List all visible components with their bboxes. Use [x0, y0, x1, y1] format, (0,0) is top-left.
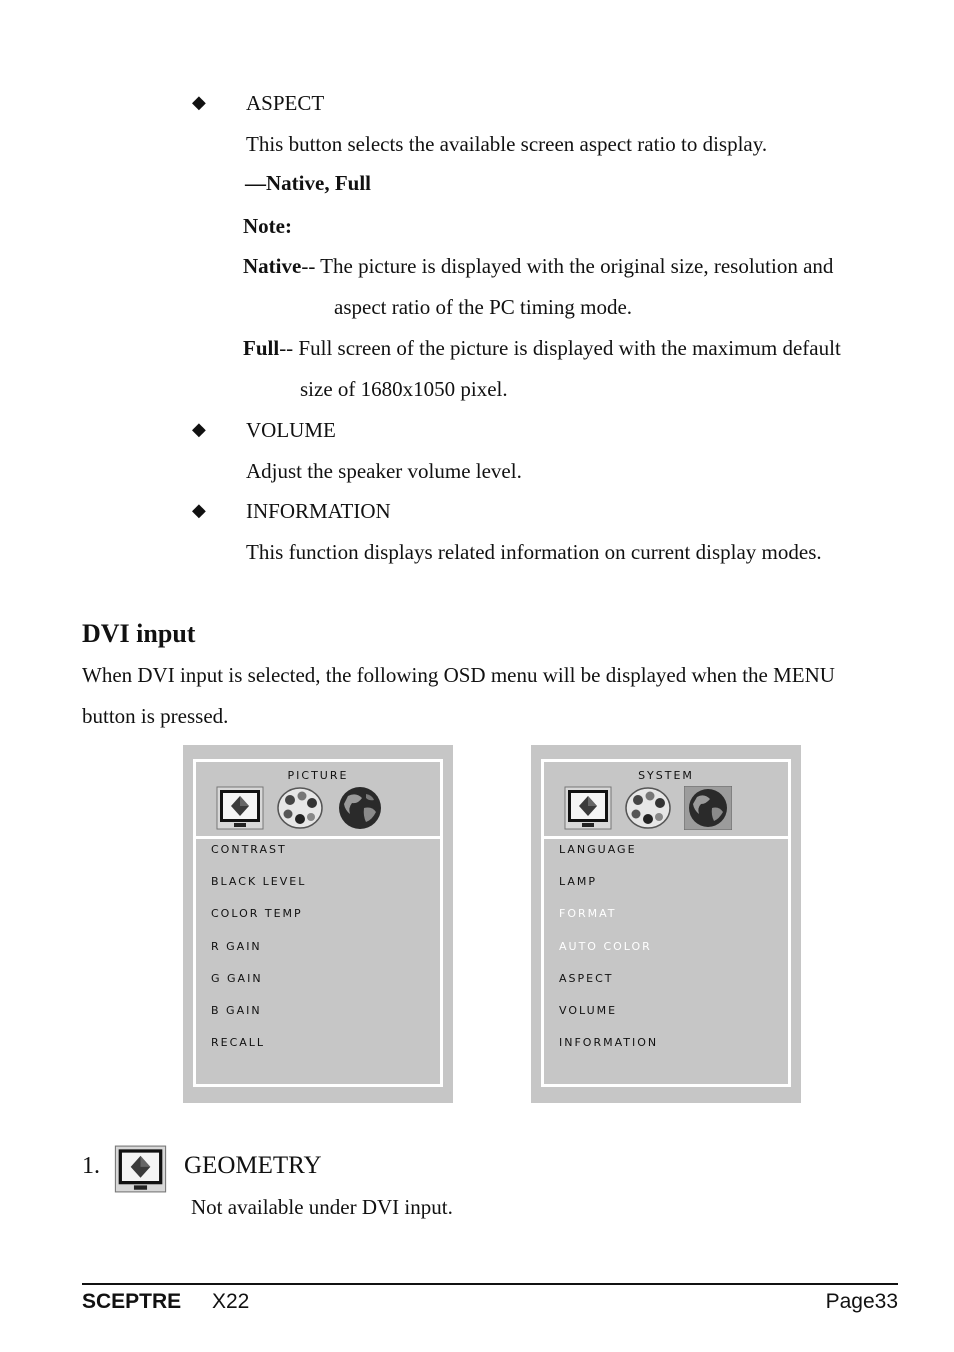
globe-icon	[684, 786, 732, 830]
native-line-2: aspect ratio of the PC timing mode.	[334, 295, 633, 319]
bullet-diamond-icon: ◆	[192, 500, 206, 520]
full-text: -- Full screen of the picture is displayed with the maximum default	[279, 336, 841, 360]
osd-title: SYSTEM	[638, 769, 694, 782]
osd-item-format: FORMAT	[559, 907, 617, 921]
osd-item-b-gain[interactable]: B GAIN	[211, 1003, 262, 1017]
osd-item-g-gain[interactable]: G GAIN	[211, 971, 263, 985]
osd-item-information[interactable]: INFORMATION	[559, 1036, 659, 1050]
osd-menu	[559, 843, 658, 1068]
section-para-line-2: button is pressed.	[82, 704, 229, 728]
bullet-title-information: INFORMATION	[246, 499, 391, 523]
section-para-line-1: When DVI input is selected, the following OSD menu will be displayed when the MENU	[82, 663, 835, 687]
palette-icon	[276, 786, 324, 830]
geometry-title: GEOMETRY	[184, 1152, 322, 1179]
monitor-icon	[216, 786, 264, 830]
full-term: Full	[243, 336, 280, 360]
globe-icon	[336, 786, 384, 830]
osd-item-color-temp[interactable]: COLOR TEMP	[211, 907, 303, 921]
osd-menu	[211, 843, 306, 1068]
osd-title: PICTURE	[287, 769, 349, 782]
geometry-number: 1.	[82, 1153, 100, 1179]
bullet-diamond-icon: ◆	[192, 419, 206, 439]
palette-icon	[624, 786, 672, 830]
native-text: -- The picture is displayed with the original size, resolution and	[301, 254, 834, 278]
osd-item-auto-color: AUTO COLOR	[559, 939, 652, 953]
osd-item-black-level[interactable]: BLACK LEVEL	[211, 875, 307, 889]
bullet-diamond-icon: ◆	[192, 92, 206, 112]
footer-brand: SCEPTRE	[82, 1290, 182, 1313]
osd-item-volume[interactable]: VOLUME	[559, 1003, 618, 1017]
osd-divider	[196, 836, 440, 839]
bullet-desc-information: This function displays related information on current display modes.	[246, 540, 822, 564]
bullet-desc-aspect: This button selects the available screen aspect ratio to display.	[246, 132, 768, 156]
osd-item-lamp[interactable]: LAMP	[559, 875, 598, 889]
full-line-2: size of 1680x1050 pixel.	[300, 377, 508, 401]
osd-item-aspect[interactable]: ASPECT	[559, 971, 614, 985]
osd-item-r-gain[interactable]: R GAIN	[211, 939, 262, 953]
monitor-icon	[564, 786, 612, 830]
osd-item-language[interactable]: LANGUAGE	[559, 843, 637, 856]
osd-item-recall[interactable]: RECALL	[211, 1036, 266, 1050]
footer-page-number: Page33	[825, 1290, 898, 1313]
bullet-desc-volume: Adjust the speaker volume level.	[246, 459, 522, 483]
bullet-title-volume: VOLUME	[246, 418, 336, 442]
bullet-title-aspect: ASPECT	[246, 91, 325, 115]
osd-picture-panel	[183, 745, 453, 1103]
osd-item-contrast[interactable]: CONTRAST	[211, 843, 287, 856]
aspect-options: —Native, Full	[245, 171, 371, 195]
note-label: Note:	[243, 214, 292, 238]
osd-system-panel	[531, 745, 801, 1103]
native-term: Native	[243, 254, 302, 278]
section-heading: DVI input	[82, 619, 196, 648]
footer-rule	[82, 1283, 898, 1285]
geometry-desc: Not available under DVI input.	[191, 1195, 453, 1219]
osd-divider	[544, 836, 788, 839]
footer-model: X22	[212, 1290, 250, 1313]
monitor-icon	[113, 1145, 168, 1193]
full-line-1	[243, 335, 841, 361]
native-line-1	[243, 253, 833, 279]
